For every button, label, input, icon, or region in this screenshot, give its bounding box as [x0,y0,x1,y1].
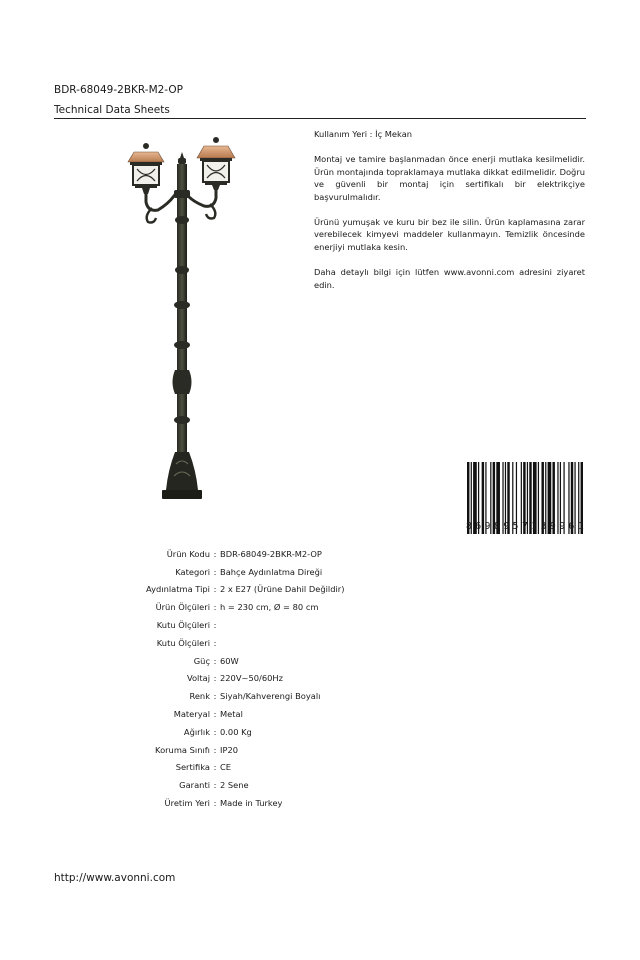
spec-row [60,545,480,563]
left-lantern [128,143,164,194]
spec-row [60,705,480,723]
spec-row [60,794,480,812]
barcode-number [466,521,584,532]
spec-label: Garanti [179,780,210,791]
barcode-digit: 5 [512,521,519,532]
barcode-digit: 8 [493,521,500,532]
spec-value: 2 x E27 (Ürüne Dahil Değildir) [220,584,345,595]
spec-separator: : [213,655,217,666]
spec-label: Kutu Ölçüleri [156,620,210,631]
usage-location: Kullanım Yeri : İç Mekan [314,129,413,139]
spec-label: Kategori [175,566,210,577]
document-subtitle: Technical Data Sheets [54,104,170,116]
barcode-digit: 8 [466,521,472,532]
spec-separator: : [213,620,217,631]
spec-separator: : [213,798,217,809]
spec-separator: : [213,548,217,559]
barcode-digit: 3 [540,521,547,532]
barcode-digit: 9 [503,521,510,532]
spec-row [60,563,480,581]
spec-label: Materyal [173,709,210,720]
spec-table [60,545,480,812]
spec-label: Güç [193,655,210,666]
spec-separator: : [213,602,217,613]
spec-separator: : [213,744,217,755]
barcode-digit: 9 [549,521,556,532]
barcode-digit: 6 [475,521,482,532]
spec-row [60,616,480,634]
description-block [314,128,585,291]
spec-value: IP20 [220,744,239,755]
spec-label: Kutu Ölçüleri [156,637,210,648]
spec-row [60,581,480,599]
header-divider [54,118,586,119]
spec-row [60,670,480,688]
spec-separator: : [213,709,217,720]
spec-label: Sertifika [175,762,210,773]
cleaning-paragraph: Ürünü yumuşak ve kuru bir bez ile silin. Ürün kaplamasına zarar verebilecek kimyevi maddeler kullanmayın. Temizlik öncesinde enerjiyi mutlaka kesin. [314,217,585,252]
spec-value: Metal [220,709,243,720]
spec-row [60,759,480,777]
spec-label: Ürün Ölçüleri [155,602,210,613]
lamp-pole [162,164,202,499]
spec-separator: : [213,780,217,791]
spec-row [60,687,480,705]
spec-value: 60W [220,655,239,666]
barcode-digit: 9 [484,521,491,532]
product-image [118,130,246,506]
spec-label: Ürün Kodu [166,548,210,559]
spec-value: Siyah/Kahverengi Boyalı [220,691,321,702]
spec-row [60,741,480,759]
barcode-digit: 1 [577,521,584,532]
spec-value: CE [220,762,232,773]
spec-separator: : [213,673,217,684]
barcode-digit: 7 [521,521,528,532]
right-lantern [197,137,235,190]
barcode-digit: 6 [568,521,575,532]
spec-label: Üretim Yeri [164,798,210,809]
spec-separator: : [213,726,217,737]
spec-value: BDR-68049-2BKR-M2-OP [220,548,322,559]
barcode-digit: 9 [559,521,566,532]
spec-value: h = 230 cm, Ø = 80 cm [220,602,319,613]
spec-label: Aydınlatma Tipi [146,584,210,595]
spec-label: Voltaj [186,673,210,684]
spec-value: 220V~50/60Hz [220,673,283,684]
spec-separator: : [213,584,217,595]
footer-website-link[interactable]: http://www.avonni.com [54,872,176,884]
spec-row [60,634,480,652]
product-code-heading: BDR-68049-2BKR-M2-OP [54,84,183,96]
spec-row [60,723,480,741]
spec-row [60,652,480,670]
spec-value: Bahçe Aydınlatma Direği [220,566,323,577]
more-info-paragraph: Daha detaylı bilgi için lütfen www.avonni.com adresini ziyaret edin. [314,267,585,290]
spec-row [60,598,480,616]
spec-value: 0.00 Kg [220,726,252,737]
spec-separator: : [213,637,217,648]
spec-separator: : [213,566,217,577]
spec-separator: : [213,762,217,773]
barcode-digit: 1 [531,521,538,532]
spec-label: Ağırlık [183,726,210,737]
spec-value: 2 Sene [220,780,249,791]
spec-label: Renk [189,691,210,702]
spec-value: Made in Turkey [220,798,283,809]
spec-label: Koruma Sınıfı [155,744,210,755]
spec-row [60,776,480,794]
safety-paragraph: Montaj ve tamire başlanmadan önce enerji mutlaka kesilmelidir. Ürün montajında topraklamaya mutlaka dikkat edilmelidir. Doğru ve güvenli bir montaj için sertifikalı bir elektrikçiye başvurulmalıdır. [314,154,585,202]
spec-separator: : [213,691,217,702]
